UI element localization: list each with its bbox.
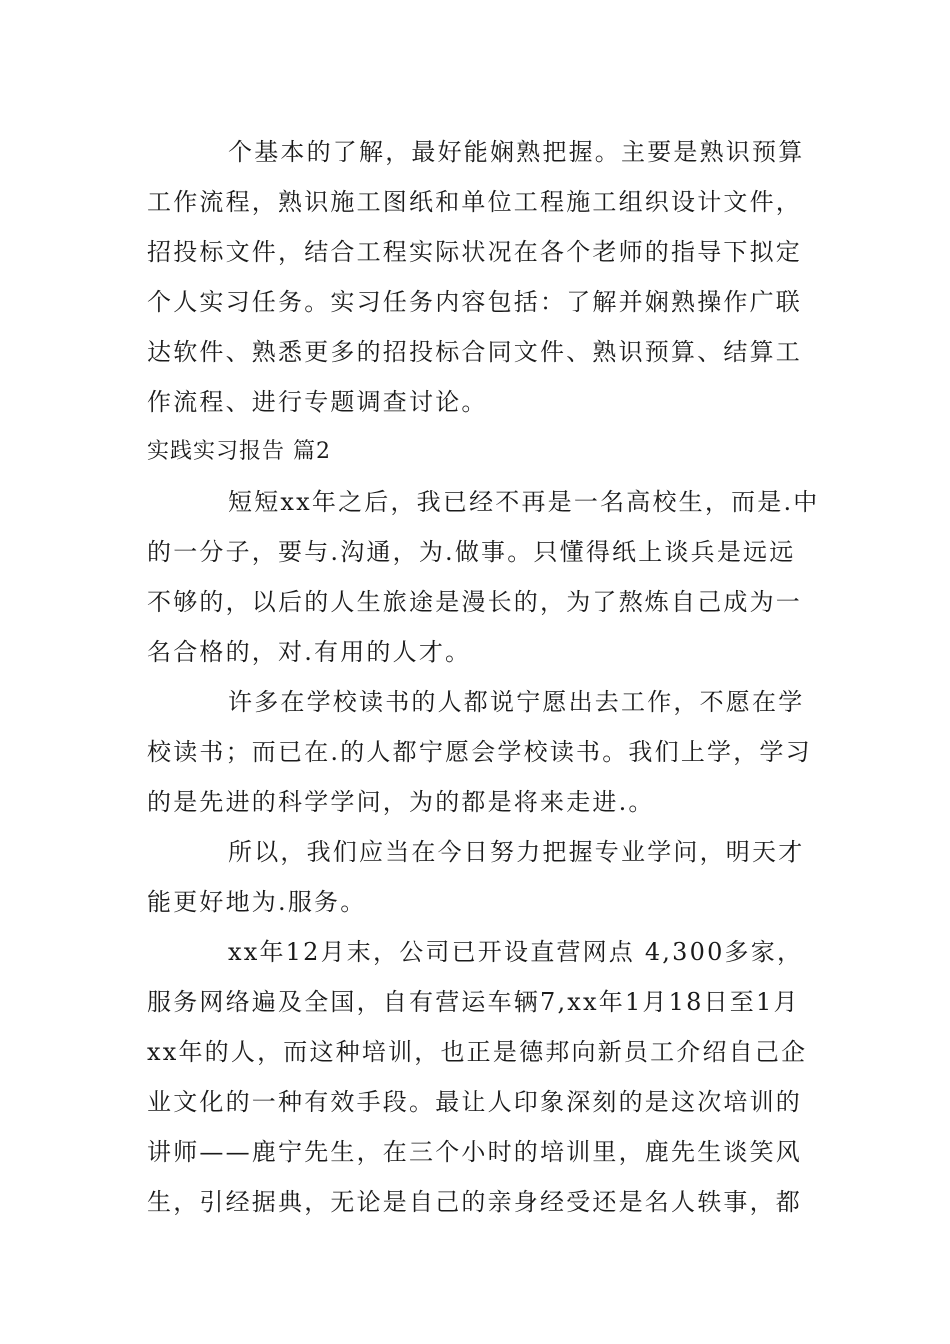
text-line: 不够的，以后的人生旅途是漫长的，为了熬炼自己成为一 [147, 588, 802, 616]
text-line: 招投标文件，结合工程实际状况在各个老师的指导下拟定 [147, 238, 802, 266]
text-line: 的是先进的科学学问，为的都是将来走进.。 [147, 788, 655, 816]
text-line: 生，引经据典，无论是自己的亲身经受还是名人轶事，都 [147, 1188, 802, 1216]
text-line: 能更好地为.服务。 [147, 888, 367, 916]
text-line: 许多在学校读书的人都说宁愿出去工作，不愿在学 [228, 688, 805, 716]
text-line: 达软件、熟悉更多的招投标合同文件、熟识预算、结算工 [147, 338, 802, 366]
text-line: 短短xx年之后，我已经不再是一名高校生，而是.中 [228, 488, 820, 516]
text-line: 服务网络遍及全国，自有营运车辆7,xx年1月18日至1月 [147, 988, 800, 1016]
text-line: 业文化的一种有效手段。最让人印象深刻的是这次培训的 [147, 1088, 802, 1116]
text-line: 校读书；而已在.的人都宁愿会学校读书。我们上学，学习 [147, 738, 812, 766]
section-heading: 实践实习报告 篇2 [147, 439, 331, 464]
text-line: xx年12月末，公司已开设直营网点 4,300多家， [228, 938, 804, 966]
text-line: 作流程、进行专题调查讨论。 [147, 388, 488, 416]
text-line: 名合格的，对.有用的人才。 [147, 638, 472, 666]
text-line: 的一分子，要与.沟通，为.做事。只懂得纸上谈兵是远远 [147, 538, 796, 566]
text-line: 所以，我们应当在今日努力把握专业学问，明天才 [228, 838, 805, 866]
text-line: 工作流程，熟识施工图纸和单位工程施工组织设计文件， [147, 188, 802, 216]
text-line: xx年的人，而这种培训，也正是德邦向新员工介绍自己企 [147, 1038, 808, 1066]
text-line: 个人实习任务。实习任务内容包括：了解并娴熟操作广联 [147, 288, 802, 316]
text-line: 讲师——鹿宁先生，在三个小时的培训里，鹿先生谈笑风 [147, 1138, 802, 1166]
text-line: 个基本的了解，最好能娴熟把握。主要是熟识预算 [228, 138, 805, 166]
